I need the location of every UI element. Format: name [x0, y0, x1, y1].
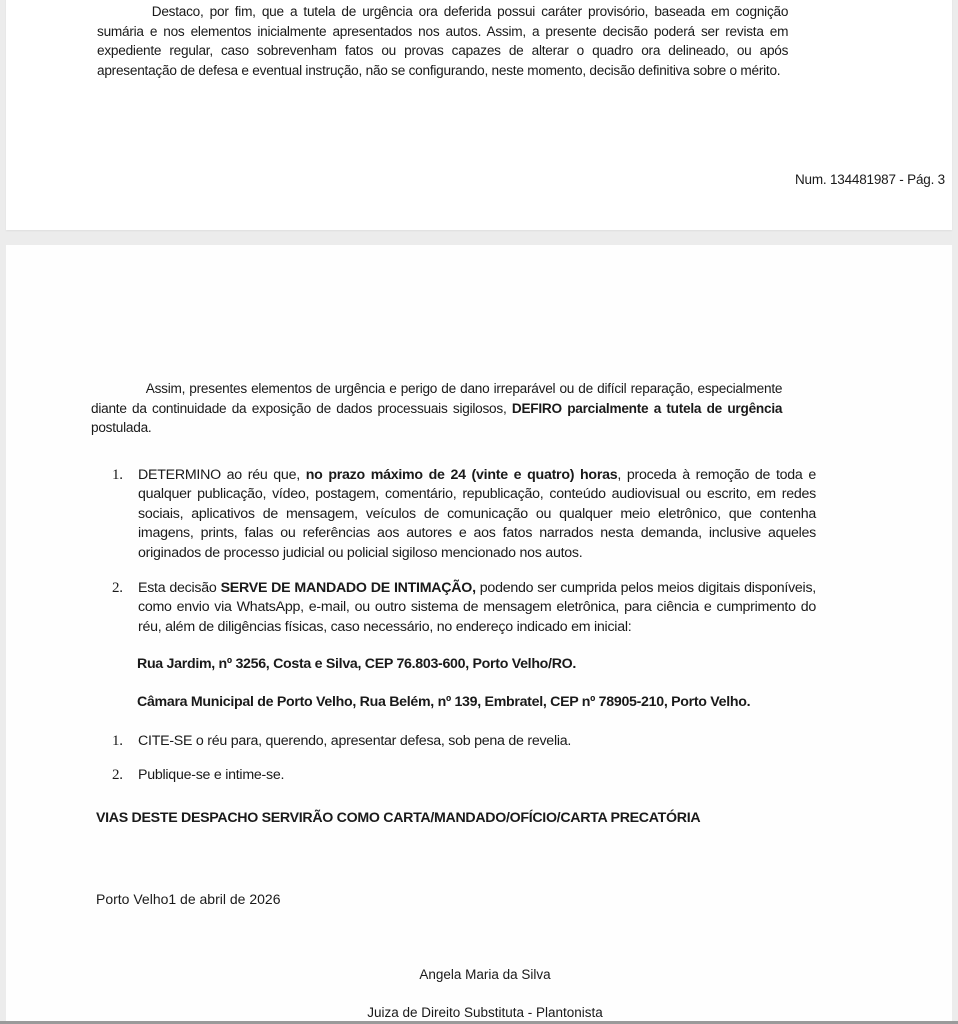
signature-name: Angela Maria da Silva: [419, 967, 551, 982]
vias-statement: VIAS DESTE DESPACHO SERVIRÃO COMO CARTA/MANDADO/OFÍCIO/CARTA PRECATÓRIA: [96, 810, 701, 826]
list-number: 2.: [112, 580, 123, 596]
decision-text-end: postulada.: [91, 420, 152, 437]
list-body: Publique-se e intime-se.: [138, 767, 285, 783]
closing-paragraph-text: Destaco, por fim, que a tutela de urgência ora deferida possui caráter provisório, baseada em cognição sumária e nos elementos inicialmente apresentados nos autos. Assim, a presente decisão poderá ser revista em expediente regular, caso sobrevenham fatos ou provas capazes de alterar o quadro ora delineado, ou após apresentação de defesa e eventual instrução, não se configurando, neste momento, decisão definitiva sobre o mérito.: [97, 4, 789, 79]
list-text: , proceda à remoção de toda e qualquer publicação, vídeo, postagem, comentário, republicação, conteúdo audiovisual ou escrito, em redes sociais, aplicativos de mensagem, veículos de comunicação ou qualquer meio eletrônico, que contenha imagens, prints, falas ou referências aos autores e aos fatos narrados nesta demanda, inclusive aqueles originados de processo judicial ou policial sigiloso mencionado nos autos.: [138, 467, 816, 561]
list-item-mandado: [112, 579, 816, 637]
date-line: Porto Velho1 de abril de 2026: [96, 891, 281, 907]
list-item-cite: [112, 732, 816, 751]
address-1: Rua Jardim, nº 3256, Costa e Silva, CEP 76.803-600, Porto Velho/RO.: [137, 656, 577, 672]
list-body: [138, 466, 816, 563]
list-body: [138, 579, 816, 637]
list-text: DETERMINO ao réu que,: [138, 467, 306, 483]
signature-role: Juiza de Direito Substituta - Plantonista: [367, 1005, 603, 1020]
page-number: Num. 134481987 - Pág. 3: [794, 172, 945, 187]
list-item-determino: [112, 466, 816, 563]
decision-bold: DEFIRO parcialmente a tutela de urgência: [511, 400, 783, 417]
list-text: podendo ser cumprida pelos meios digitais disponíveis, como envio via WhatsApp, e-mail, ou outro sistema de mensagem eletrônica, para ciência e cumprimento do réu, além de diligências físicas, caso necessário, no endereço indicado em inicial:: [138, 580, 816, 635]
list-number: 1.: [112, 467, 123, 483]
list-number: 2.: [112, 767, 123, 783]
list-number: 1.: [112, 733, 123, 749]
list-text: Esta decisão: [138, 580, 221, 596]
list-item-publique: [112, 766, 816, 785]
list-bold: no prazo máximo de 24 (vinte e quatro) horas: [305, 467, 618, 483]
closing-paragraph: [97, 3, 788, 81]
list-body: CITE-SE o réu para, querendo, apresentar defesa, sob pena de revelia.: [138, 733, 572, 749]
document-page-3: [6, 0, 952, 230]
address-2: Câmara Municipal de Porto Velho, Rua Belém, nº 139, Embratel, CEP nº 78905-210, Porto Velho.: [137, 694, 751, 710]
decision-paragraph: [91, 380, 782, 439]
list-bold: SERVE DE MANDADO DE INTIMAÇÃO,: [220, 580, 476, 596]
decision-text: Assim, presentes elementos de urgência e perigo de dano irreparável ou de difícil reparação, especialmente diante da continuidade da exposição de dados processuais sigilosos,: [91, 381, 783, 417]
